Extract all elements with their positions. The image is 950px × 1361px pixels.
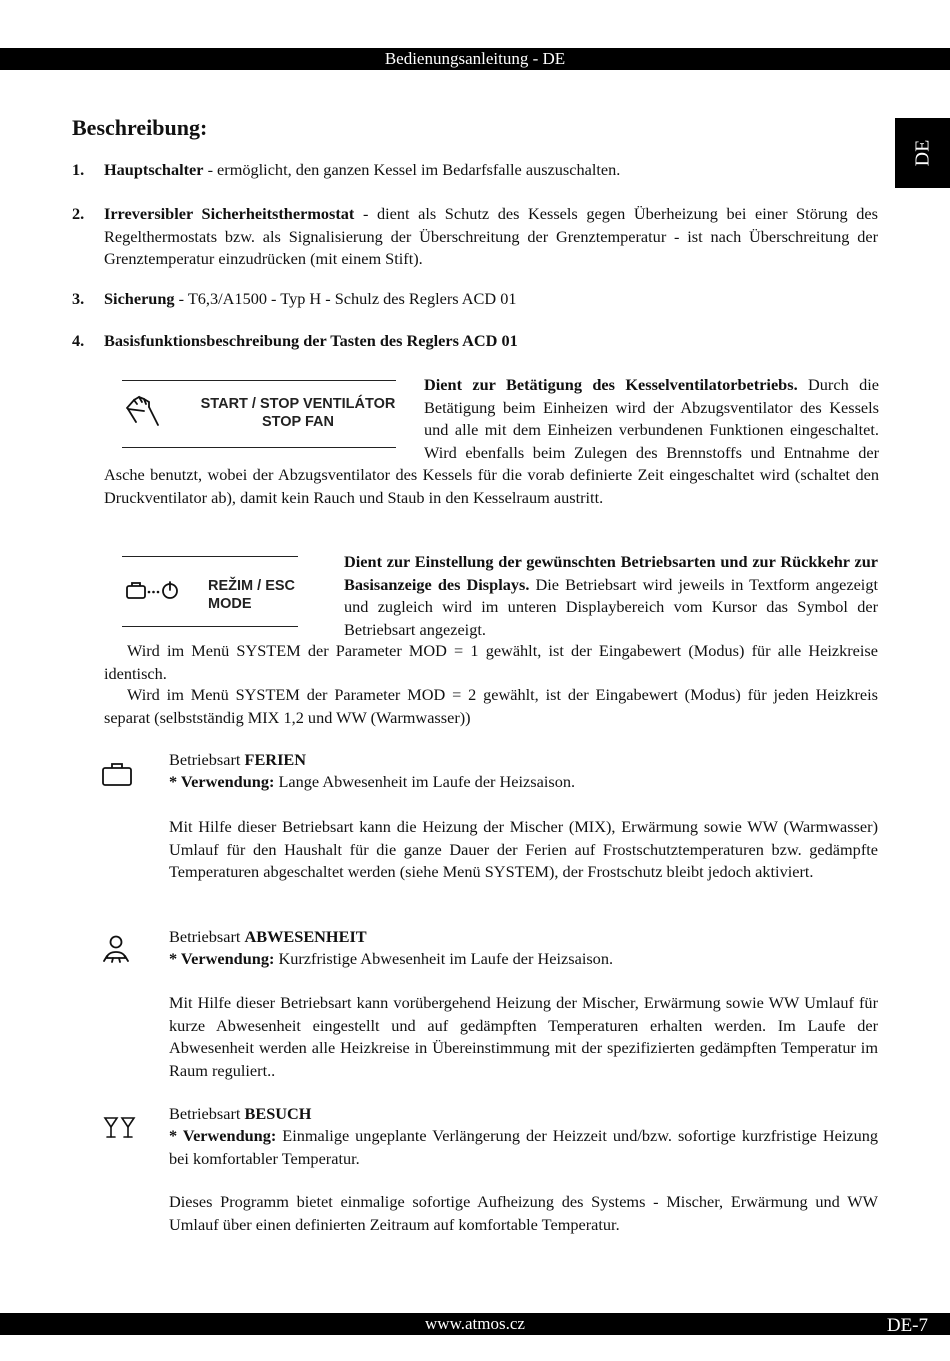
mode-key-label — [208, 577, 308, 613]
item-label: Sicherung — [104, 289, 175, 308]
fan-key-label-line1: START / STOP VENTILÁTOR — [200, 396, 396, 412]
item-label: Basisfunktionsbeschreibung der Tasten des Reglers ACD 01 — [104, 331, 518, 350]
list-item — [104, 288, 880, 311]
usage-label: * Verwendung: — [169, 772, 275, 791]
mode-name: FERIEN — [244, 750, 307, 769]
language-tab-label: DE — [911, 139, 933, 167]
mode-description: Mit Hilfe dieser Betriebsart kann die Heizung der Mischer (MIX), Erwärmung sowie WW (Warmwasser) Umlauf für den Haushalt für die ganze Dauer der Ferien auf Frostschutztemperaturen bzw. gedämpfte Temperaturen abgeschaltet werden (siehe Menü SYSTEM), der Frostschutz bleibt jedoch aktiviert. — [169, 817, 878, 881]
header-title: Bedienungsanleitung - DE — [384, 49, 566, 68]
mode-prefix: Betriebsart — [169, 927, 245, 946]
item-number: 4. — [72, 331, 85, 350]
mode-description: Dieses Programm bietet einmalige sofortige Aufheizung des Systems - Mischer, Erwärmung und WW Umlauf über einen definierten Zeitraum auf komfortable Temperatur. — [169, 1192, 878, 1234]
suitcase-icon — [101, 761, 133, 787]
key-divider-bottom — [122, 626, 298, 627]
item-number: 2. — [72, 204, 85, 223]
mode-usage — [169, 1125, 878, 1170]
usage-text: Lange Abwesenheit im Laufe der Heizsaison. — [274, 772, 576, 791]
header-bar — [0, 48, 950, 70]
key-divider-top — [122, 556, 298, 557]
item-text: - dient als Schutz des Kessels gegen Überheizung bei einer Störung des Regelthermostats bzw. als Signalisierung der Überschreitung der Grenztemperatur - ist nach Überschreitung der Grenztemperatur einzudrücken (mit einem Stift). — [104, 204, 878, 268]
footer-bar — [0, 1313, 950, 1335]
fan-key-label-line2: STOP FAN — [262, 414, 334, 430]
language-tab — [895, 118, 950, 188]
mode-description: Mit Hilfe dieser Betriebsart kann vorübergehend Heizung der Mischer, Erwärmung sowie WW Umlauf für kurze Abwesenheit eingestellt und auf gedämpften Temperaturen erhalten werden. Im Laufe der Abwesenheit werden alle Heizkreise in Übereinstimmung mit der spezifizierten gedämpften Temperatur im Raum reguliert.. — [169, 993, 878, 1080]
usage-text: Einmalige ungeplante Verlängerung der Heizzeit und/bzw. sofortige kurzfristige Heizung bei komfortabler Temperatur. — [169, 1126, 878, 1168]
mode-prefix: Betriebsart — [169, 750, 245, 769]
mode-key-label-line1: REŽIM / ESC — [208, 578, 296, 594]
mode-heading — [169, 1103, 879, 1126]
float-spacer — [104, 374, 424, 458]
mode-key-lead: Dient zur Einstellung der gewünschten Betriebsarten und zur Rückkehr zur Basisanzeige des Displays. — [344, 552, 878, 594]
person-icon — [103, 934, 129, 964]
item-label: Irreversibler Sicherheitsthermostat — [104, 204, 355, 223]
list-item — [104, 330, 880, 353]
mode-name: ABWESENHEIT — [244, 927, 367, 946]
item-label: Hauptschalter — [104, 160, 204, 179]
section-title: Beschreibung: — [72, 115, 208, 140]
fan-key-description — [104, 374, 879, 509]
fan-key-text: Durch die Betätigung beim Einheizen wird der Abzugsventilator des Kessels und alle mit dem Einheizen verbundenen Funktionen eingeschaltet. Wird ebenfalls beim Zulegen des Brennstoffs und Entnahme der Asche benutzt, wobei der Abzugsventilator des Kessels für die vorab definierte Zeit eingeschaltet wird (schaltet den Druckventilator ab), damit kein Rauch und Staub in den Kesselraum austritt. — [104, 375, 879, 507]
mode-heading — [169, 926, 879, 949]
usage-label: * Verwendung: — [169, 1126, 277, 1145]
item-text: - T6,3/A1500 - Typ H - Schulz des Reglers ACD 01 — [174, 289, 517, 308]
footer-url[interactable]: www.atmos.cz — [425, 1314, 525, 1333]
mode-heading — [169, 749, 879, 772]
fan-key-lead: Dient zur Betätigung des Kesselventilatorbetriebs. — [424, 375, 798, 394]
glasses-icon — [103, 1114, 137, 1140]
page-number: DE-7 — [886, 1315, 928, 1336]
item-number: 1. — [72, 160, 85, 179]
mode-prefix: Betriebsart — [169, 1104, 245, 1123]
mode-paragraph: Wird im Menü SYSTEM der Parameter MOD = 2 gewählt, ist der Eingabewert (Modus) für jeden Heizkreis separat (selbstständig MIX 1,2 und WW (Warmwasser)) — [104, 685, 878, 727]
mode-paragraph: Wird im Menü SYSTEM der Parameter MOD = 1 gewählt, ist der Eingabewert (Modus) für alle Heizkreise identisch. — [104, 641, 878, 683]
item-text: - ermöglicht, den ganzen Kessel im Bedarfsfalle auszuschalten. — [203, 160, 621, 179]
mode-key-label-line2: MODE — [208, 596, 252, 612]
mode-icon — [125, 580, 187, 602]
mode-usage — [169, 771, 879, 794]
mode-name: BESUCH — [244, 1104, 312, 1123]
item-number: 3. — [72, 289, 85, 308]
mode-key-description — [344, 551, 878, 641]
usage-text: Kurzfristige Abwesenheit im Laufe der Heizsaison. — [274, 949, 614, 968]
list-item — [104, 203, 878, 271]
list-item — [104, 159, 880, 182]
usage-label: * Verwendung: — [169, 949, 275, 968]
mode-usage — [169, 948, 879, 971]
mode-key-text: Die Betriebsart wird jeweils in Textform angezeigt und zugleich wird im unteren Displaybereich vom Kursor das Symbol der Betriebsart angezeigt. — [344, 574, 878, 639]
